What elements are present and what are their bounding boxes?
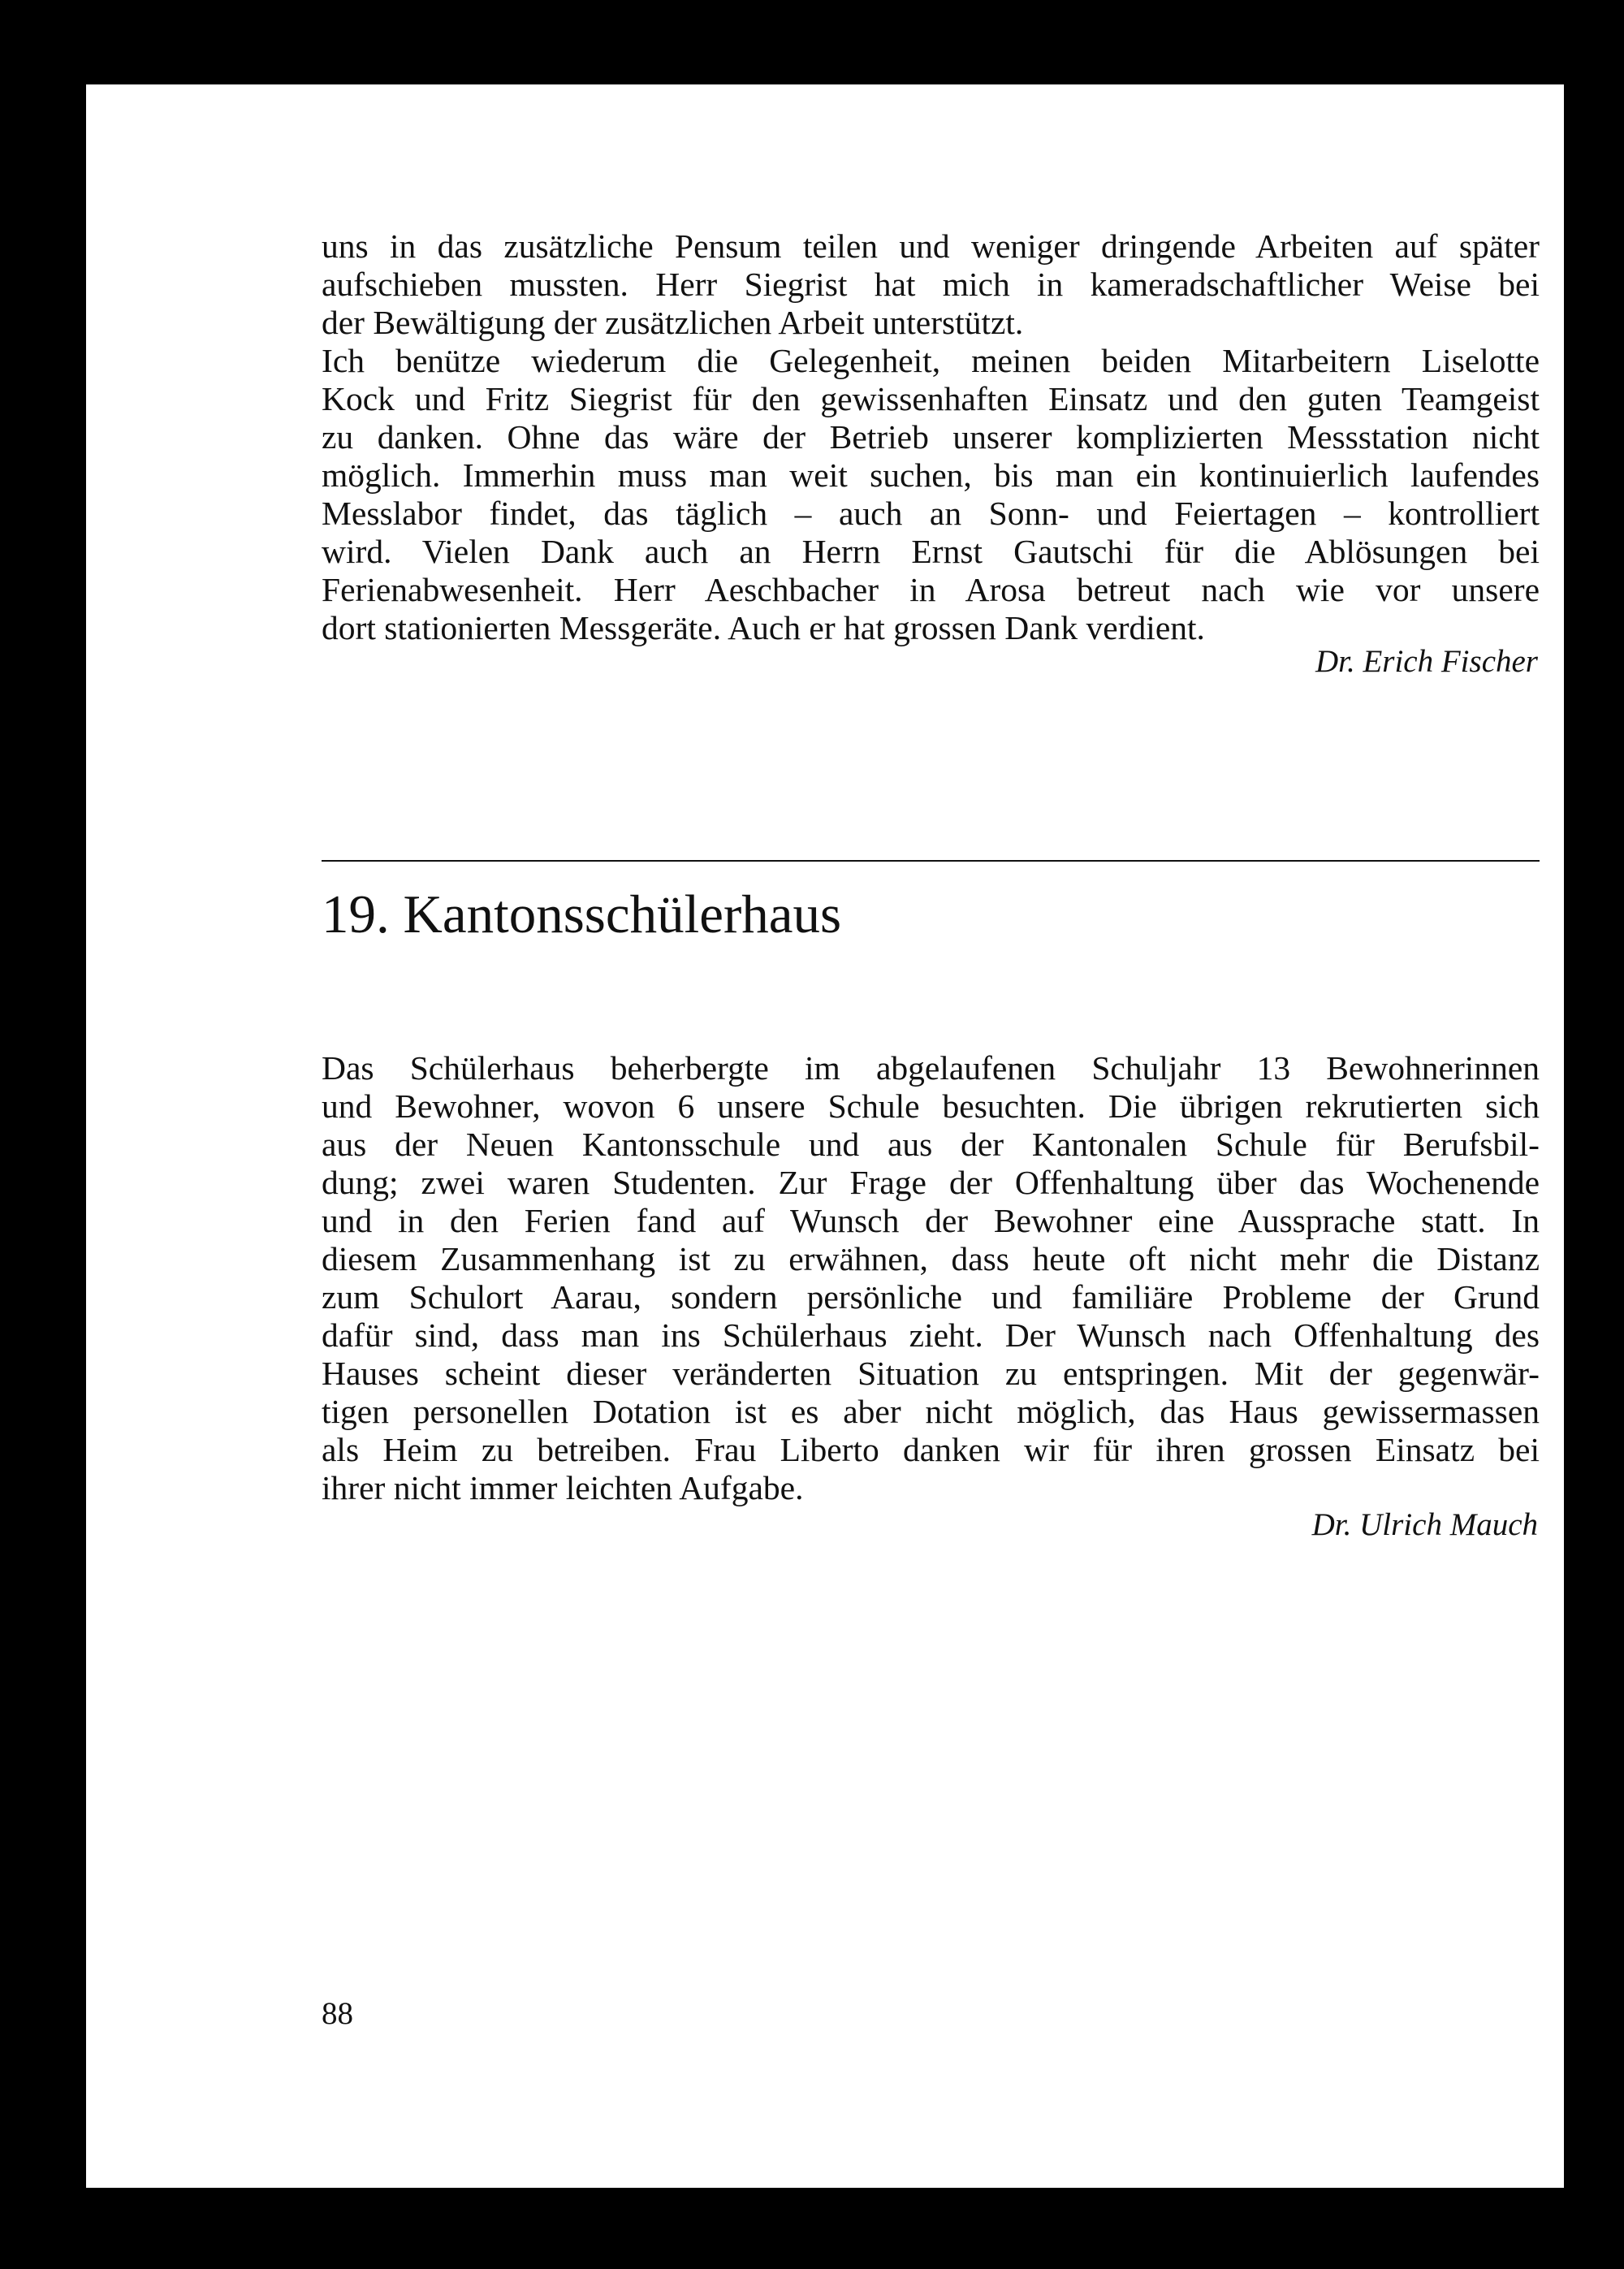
- text-line: tigen personellen Dotation ist es aber nicht möglich, das Haus gewissermassen: [322, 1393, 1540, 1430]
- text-line: ihrer nicht immer leichten Aufgabe.: [322, 1469, 804, 1506]
- text-line: Kock und Fritz Siegrist für den gewissenhaften Einsatz und den guten Teamgeist: [322, 380, 1540, 417]
- text-line: der Bewältigung der zusätzlichen Arbeit unterstützt.: [322, 304, 1024, 341]
- section-divider: [322, 860, 1540, 862]
- text-line: uns in das zusätzliche Pensum teilen und weniger dringende Arbeiten auf später: [322, 227, 1540, 265]
- text-line: wird. Vielen Dank auch an Herrn Ernst Gautschi für die Ablösungen bei: [322, 533, 1540, 570]
- section-body-text: [322, 1049, 1540, 1507]
- text-line: als Heim zu betreiben. Frau Liberto danken wir für ihren grossen Einsatz bei: [322, 1431, 1540, 1468]
- page-number: 88: [322, 1996, 353, 2031]
- text-line: aufschieben mussten. Herr Siegrist hat mich in kameradschaftlicher Weise bei: [322, 266, 1540, 303]
- text-line: aus der Neuen Kantonsschule und aus der Kantonalen Schule für Berufsbil-: [322, 1126, 1540, 1163]
- text-line: dung; zwei waren Studenten. Zur Frage der Offenhaltung über das Wochenende: [322, 1164, 1540, 1201]
- text-line: Ferienabwesenheit. Herr Aeschbacher in Arosa betreut nach wie vor unsere: [322, 571, 1540, 608]
- text-line: möglich. Immerhin muss man weit suchen, bis man ein kontinuierlich laufendes: [322, 456, 1540, 494]
- text-line: und in den Ferien fand auf Wunsch der Bewohner eine Aussprache statt. In: [322, 1202, 1540, 1239]
- author-signature: Dr. Erich Fischer: [1315, 644, 1538, 679]
- text-line: dafür sind, dass man ins Schülerhaus zieht. Der Wunsch nach Offenhaltung des: [322, 1316, 1540, 1354]
- text-line: Hauses scheint dieser veränderten Situation zu entspringen. Mit der gegenwär-: [322, 1355, 1540, 1392]
- text-line: Messlabor findet, das täglich – auch an Sonn- und Feiertagen – kontrolliert: [322, 495, 1540, 532]
- document-page: [86, 84, 1564, 2188]
- section-title: 19. Kantonsschülerhaus: [322, 884, 842, 944]
- text-line: diesem Zusammenhang ist zu erwähnen, dass heute oft nicht mehr die Distanz: [322, 1240, 1540, 1277]
- author-signature: Dr. Ulrich Mauch: [1311, 1507, 1538, 1542]
- text-line: Ich benütze wiederum die Gelegenheit, meinen beiden Mitarbeitern Liselotte: [322, 342, 1540, 379]
- text-line: zu danken. Ohne das wäre der Betrieb unserer komplizierten Messstation nicht: [322, 418, 1540, 456]
- text-line: dort stationierten Messgeräte. Auch er hat grossen Dank verdient.: [322, 609, 1205, 646]
- text-line: zum Schulort Aarau, sondern persönliche und familiäre Probleme der Grund: [322, 1278, 1540, 1316]
- previous-section-text: [322, 227, 1540, 647]
- text-line: und Bewohner, wovon 6 unsere Schule besuchten. Die übrigen rekrutierten sich: [322, 1087, 1540, 1125]
- text-line: Das Schülerhaus beherbergte im abgelaufenen Schuljahr 13 Bewohnerinnen: [322, 1049, 1540, 1087]
